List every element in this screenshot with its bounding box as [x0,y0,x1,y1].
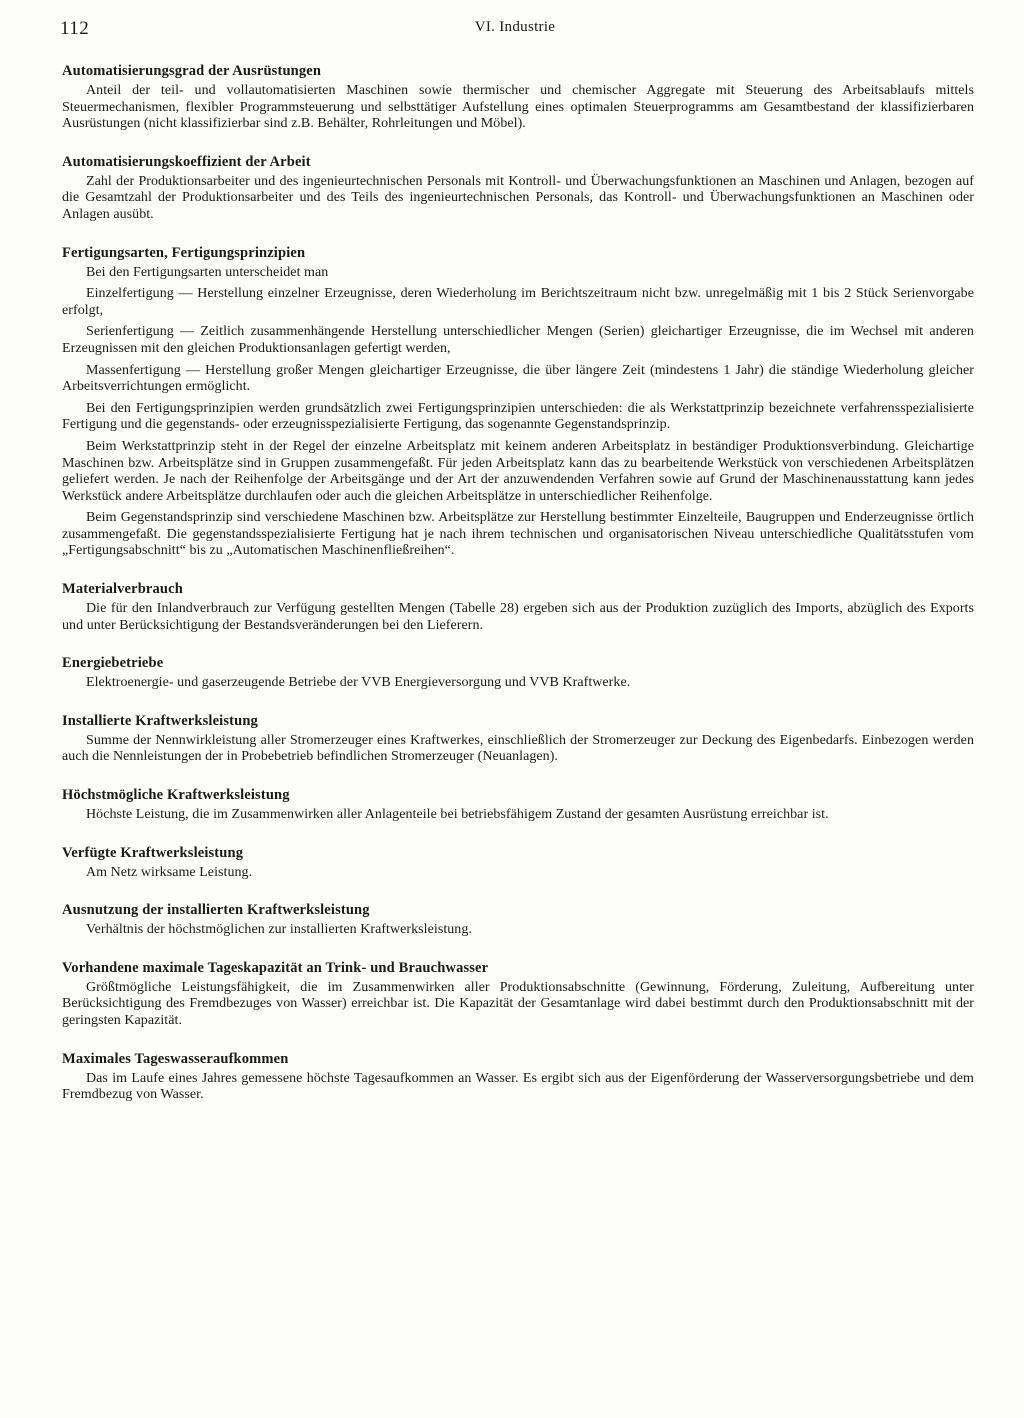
paragraph: Am Netz wirksame Leistung. [86,864,253,880]
section-title: Höchstmögliche Kraftwerksleistung [62,787,290,804]
section-energiebetriebe [62,654,974,692]
page-number: 112 [60,18,90,39]
paragraph: Bei den Fertigungsprinzipien werden grundsätzlich zwei Fertigungsprinzipien unterschieden: die als Werkstattprinzip bezeichnete verfahrensspezialisierte Fertigung und die gegenstands- oder erzeugnisspezialisierte Fertigung, das sogenannte Gegenstandsprinzip. [62,400,974,433]
paragraph: Größtmögliche Leistungsfähigkeit, die im Zusammenwirken aller Produktionsabschnitte (Gewinnung, Förderung, Zuleitung, Aufbereitung unter Berücksichtigung des Fremdbezuges von Wasser) erreichbar ist. Die Kapazität der Gesamtanlage wird dabei bestimmt durch den Produktionsabschnitt mit der geringsten Kapazität. [62,979,974,1028]
paragraph: Verhältnis der höchstmöglichen zur installierten Kraftwerksleistung. [86,922,472,938]
section-fertigungsarten [62,244,974,561]
paragraph: Summe der Nennwirkleistung aller Stromerzeuger eines Kraftwerkes, einschließlich der Stromerzeuger zur Deckung des Eigenbedarfs. Einbezogen werden auch die Nennleistungen der in Probebetrieb befindlichen Stromerzeuger (Neuanlagen). [62,732,974,765]
section-verfuegte-kraftwerksleistung [62,844,974,882]
section-title: Verfügte Kraftwerksleistung [62,844,244,861]
paragraph: Anteil der teil- und vollautomatisierten Maschinen sowie thermischer und chemischer Aggregate mit Steuerung des Arbeitsablaufs mittels Steuermechanismen, flexibler Programmsteuerung und selbsttätiger Aufstellung eines optimalen Steuerprogramms am Gesamtbestand der klassifizierbaren Ausrüstungen (nicht klassifizierbar sind z.B. Behälter, Rohrleitungen und Möbel). [62,83,974,132]
section-hoechstmoegliche-kraftwerksleistung [62,786,974,824]
section-automatisierungsgrad [62,62,974,133]
page-header [60,18,970,42]
section-title: Automatisierungskoeffizient der Arbeit [62,153,311,170]
section-materialverbrauch [62,580,974,634]
section-title: Installierte Kraftwerksleistung [62,712,258,729]
paragraph: Die für den Inlandverbrauch zur Verfügung gestellten Mengen (Tabelle 28) ergeben sich aus der Produktion zuzüglich des Imports, abzüglich des Exports und unter Berücksichtigung der Bestandsveränderungen bei den Lieferern. [62,601,974,633]
section-tageswasseraufkommen [62,1050,974,1104]
paragraph: Einzelfertigung — Herstellung einzelner Erzeugnisse, deren Wiederholung im Berichtszeitraum nicht bzw. unregelmäßig mit 1 bis 2 Stück Serienvorgabe erfolgt, [62,286,974,318]
paragraph: Beim Gegenstandsprinzip sind verschiedene Maschinen bzw. Arbeitsplätze zur Herstellung bestimmter Einzelteile, Baugruppen und Enderzeugnisse örtlich zusammengefaßt. Die gegenstandsspezialisierte Fertigung hat je nach ihrem technischen und organisatorischen Niveau unterschiedliche Qualitätsstufen vom „Fertigungsabschnitt“ bis zu „Automatischen Maschinenfließreihen“. [62,510,974,559]
section-title: Materialverbrauch [62,581,183,598]
section-automatisierungskoeffizient [62,153,974,224]
page-body [62,62,974,1104]
section-title: Maximales Tageswasseraufkommen [62,1050,289,1067]
section-tageskapazitaet-wasser [62,959,974,1030]
section-title: Fertigungsarten, Fertigungsprinzipien [62,244,306,261]
paragraph: Bei den Fertigungsarten unterscheidet man [86,264,329,280]
running-title: VI. Industrie [474,19,556,35]
paragraph: Massenfertigung — Herstellung großer Mengen gleichartiger Erzeugnisse, die über längere Zeit (mindestens 1 Jahr) die ständige Wiederholung gleicher Arbeitsverrichtungen ermöglicht. [62,362,974,395]
paragraph: Zahl der Produktionsarbeiter und des ingenieurtechnischen Personals mit Kontroll- und Überwachungsfunktionen an Maschinen und Anlagen, bezogen auf die Gesamtzahl der Produktionsarbeiter und des Teils des ingenieurtechnischen Personals, das Kontroll- und Überwachungsfunktionen an Maschinen oder Anlagen ausübt. [62,173,974,222]
paragraph: Höchste Leistung, die im Zusammenwirken aller Anlagenteile bei betriebsfähigem Zustand der gesamten Ausrüstung erreichbar ist. [86,807,829,823]
section-title: Energiebetriebe [62,655,164,672]
section-title: Automatisierungsgrad der Ausrüstungen [62,63,322,79]
paragraph: Das im Laufe eines Jahres gemessene höchste Tagesaufkommen an Wasser. Es ergibt sich aus der Eigenförderung der Wasserversorgungsbetriebe und dem Fremdbezug von Wasser. [62,1070,974,1103]
section-ausnutzung-kraftwerksleistung [62,901,974,939]
section-title: Vorhandene maximale Tageskapazität an Trink- und Brauchwasser [62,959,489,976]
section-title: Ausnutzung der installierten Kraftwerksleistung [62,902,370,919]
section-installierte-kraftwerksleistung [62,712,974,766]
paragraph: Elektroenergie- und gaserzeugende Betriebe der VVB Energieversorgung und VVB Kraftwerke. [86,675,631,691]
paragraph: Serienfertigung — Zeitlich zusammenhängende Herstellung unterschiedlicher Mengen (Serien) gleichartiger Erzeugnisse, die im Wechsel mit anderen Erzeugnissen mit den gleichen Produktionsanlagen gefertigt werden, [62,324,974,356]
paragraph: Beim Werkstattprinzip steht in der Regel der einzelne Arbeitsplatz mit keinem anderen Arbeitsplatz in beständiger Produktionsverbindung. Gleichartige Maschinen bzw. Arbeitsplätze sind in Gruppen zusammengefaßt. Für jeden Arbeitsplatz kann das zu bearbeitende Werkstück von verschiedenen Arbeitsplätzen geliefert werden. Je nach der Reihenfolge der Arbeitsgänge und der Art der anzuwendenden Verfahren sowie auf Grund der Maschinenausstattung kann jedes Werkstück andere Arbeitsplätze durchlaufen oder auch die gleichen Arbeitsplätze in unterschiedlicher Reihenfolge. [62,438,974,504]
